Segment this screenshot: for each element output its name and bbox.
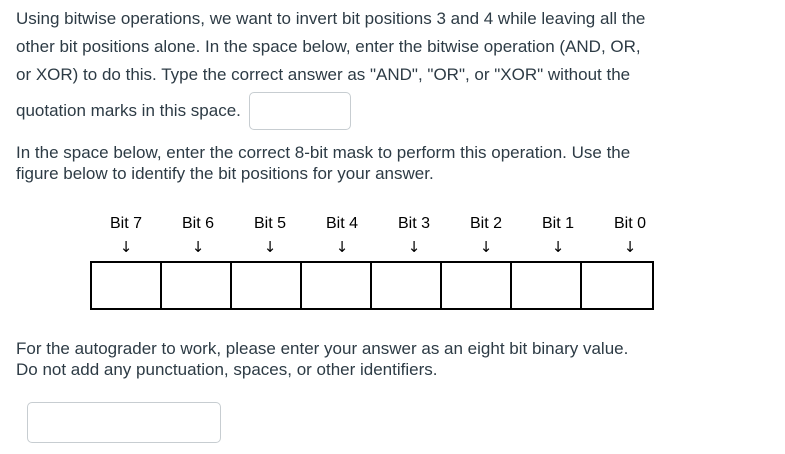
bit-0-label-group [594, 213, 666, 257]
bitwise-operation-input[interactable] [249, 92, 351, 130]
bit-6-label: Bit 6 [181, 215, 214, 232]
bit-1-cell [512, 263, 582, 308]
bit-4-label-group [306, 213, 378, 257]
down-arrow-icon: ↓ [479, 238, 493, 256]
bit-2-cell [442, 263, 512, 308]
bit-0-label: Bit 0 [613, 215, 646, 232]
bit-position-labels [90, 213, 666, 257]
question-1-line-1: Using bitwise operations, we want to invert bit positions 3 and 4 while leaving all the [16, 9, 646, 28]
question-2-line-2: figure below to identify the bit positions for your answer. [16, 164, 434, 183]
bit-4-cell [302, 263, 372, 308]
question-1-text [16, 5, 776, 133]
bit-5-label: Bit 5 [253, 215, 286, 232]
down-arrow-icon: ↓ [191, 238, 205, 256]
question-1-input-line [16, 89, 776, 133]
autograder-note-line-2: Do not add any punctuation, spaces, or other identifiers. [16, 360, 438, 379]
autograder-note [16, 338, 776, 380]
down-arrow-icon: ↓ [263, 238, 277, 256]
bit-grid-figure [90, 261, 654, 310]
bit-5-cell [232, 263, 302, 308]
question-2-text [16, 142, 776, 184]
bit-0-cell [582, 263, 652, 308]
bit-7-label-group [90, 213, 162, 257]
bit-3-label-group [378, 213, 450, 257]
down-arrow-icon: ↓ [119, 238, 133, 256]
down-arrow-icon: ↓ [335, 238, 349, 256]
bit-5-label-group [234, 213, 306, 257]
down-arrow-icon: ↓ [623, 238, 637, 256]
bit-6-cell [162, 263, 232, 308]
bit-7-label: Bit 7 [109, 215, 142, 232]
bit-7-cell [92, 263, 162, 308]
bit-1-label: Bit 1 [541, 215, 574, 232]
bit-6-label-group [162, 213, 234, 257]
bit-2-label: Bit 2 [469, 215, 502, 232]
bit-mask-input[interactable] [27, 402, 221, 443]
bit-4-label: Bit 4 [325, 215, 358, 232]
bit-2-label-group [450, 213, 522, 257]
question-1-line-4: quotation marks in this space. [16, 101, 241, 120]
bit-3-cell [372, 263, 442, 308]
bit-1-label-group [522, 213, 594, 257]
down-arrow-icon: ↓ [551, 238, 565, 256]
question-2-line-1: In the space below, enter the correct 8-bit mask to perform this operation. Use the [16, 143, 631, 162]
question-1-line-3: or XOR) to do this. Type the correct answer as "AND", "OR", or "XOR" without the [16, 65, 631, 84]
down-arrow-icon: ↓ [407, 238, 421, 256]
autograder-note-line-1: For the autograder to work, please enter your answer as an eight bit binary value. [16, 339, 629, 358]
question-1-line-2: other bit positions alone. In the space below, enter the bitwise operation (AND, OR, [16, 37, 641, 56]
bit-3-label: Bit 3 [397, 215, 430, 232]
